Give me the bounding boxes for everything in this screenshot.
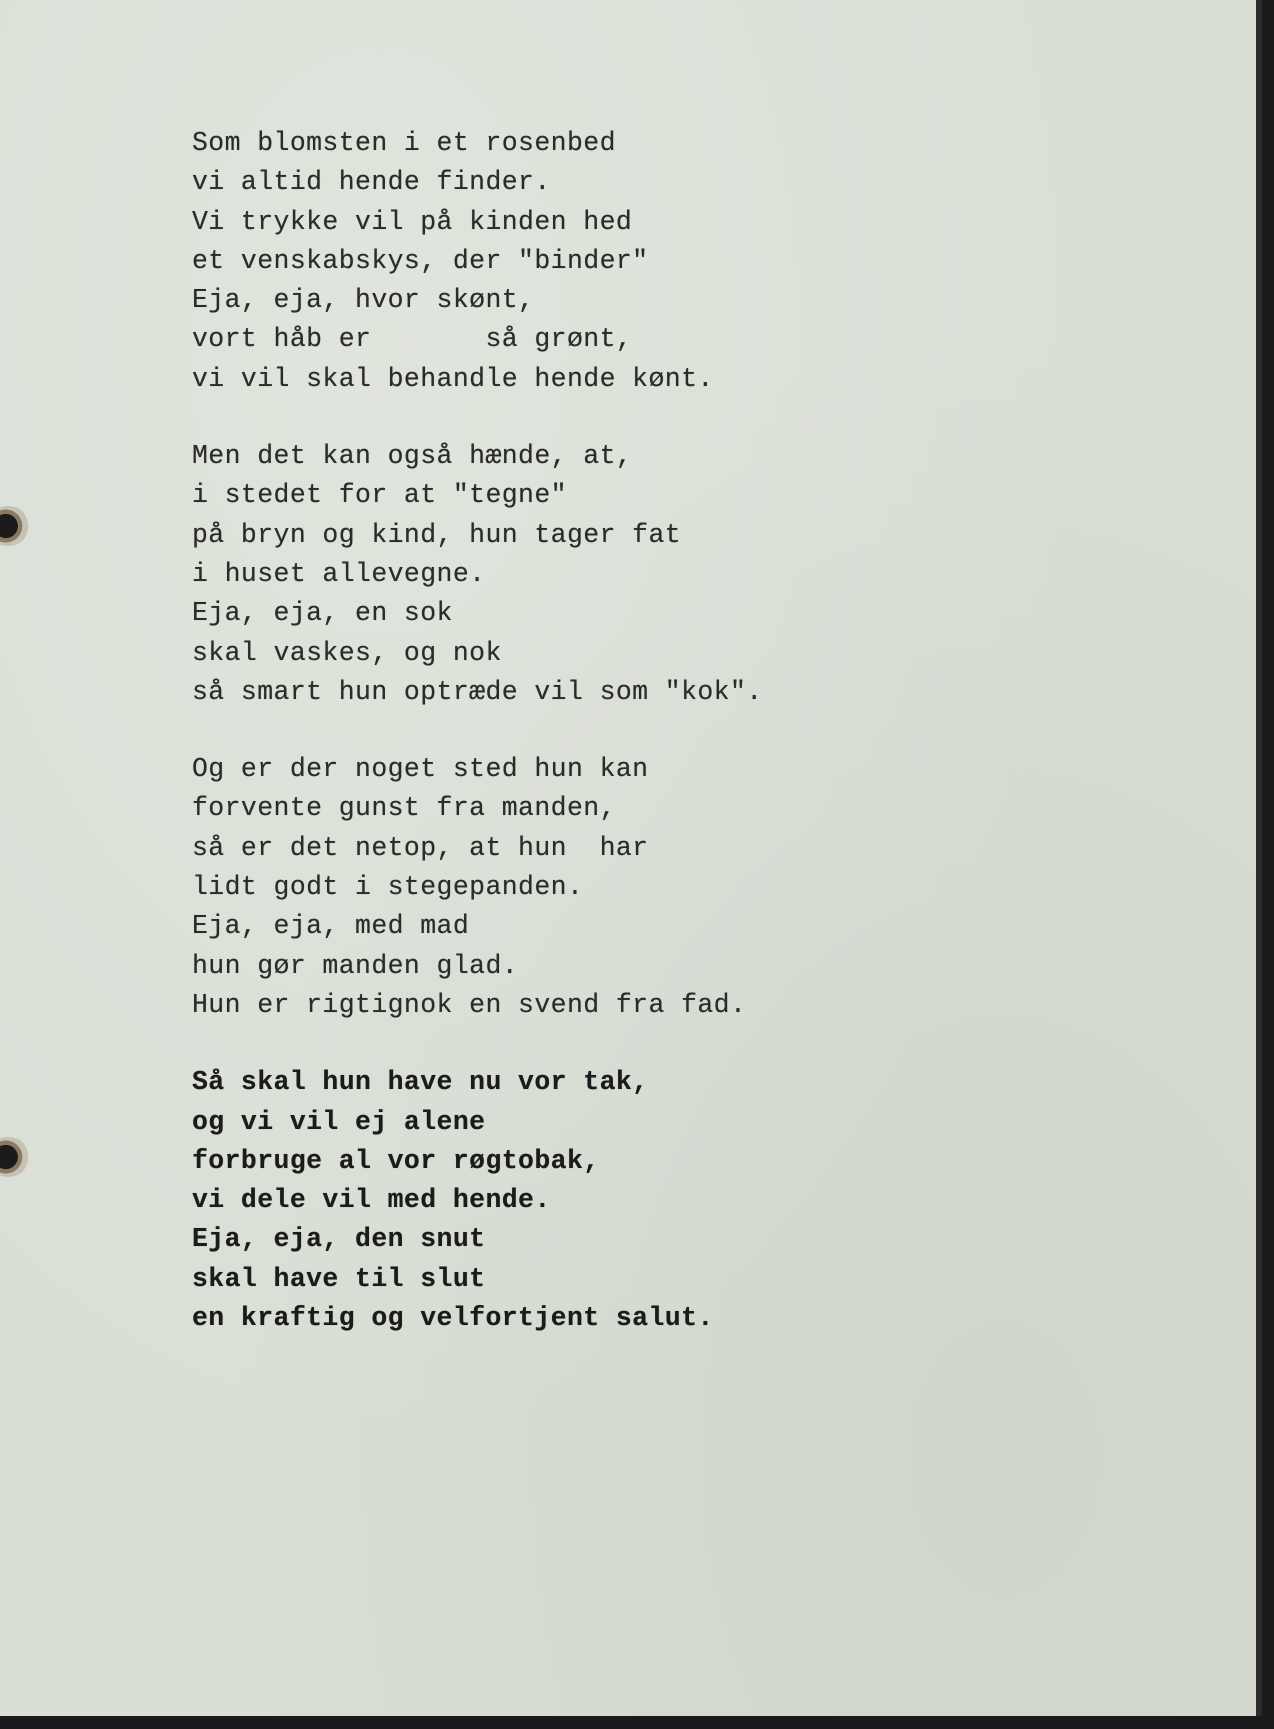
stanza-4 [192,1063,1092,1338]
poem-line: Eja, eja, hvor skønt, [192,285,535,316]
poem-line: Så skal hun have nu vor tak, [192,1067,649,1098]
stanza-1 [192,124,1092,399]
stanza-3 [192,750,1092,1025]
poem-text [192,124,1092,1376]
poem-line: Og er der noget sted hun kan [192,754,649,785]
poem-line: Vi trykke vil på kinden hed [192,206,633,237]
poem-line: Men det kan også hænde, at, [192,441,633,472]
punch-hole-bottom [0,1137,30,1177]
poem-line: Hun er rigtignok en svend fra fad. [192,989,747,1020]
poem-line: forbruge al vor røgtobak, [192,1145,600,1176]
poem-line: Som blomsten i et rosenbed [192,128,616,158]
poem-line: og vi vil ej alene [192,1106,486,1137]
poem-line: vi dele vil med hende. [192,1185,551,1216]
poem-line: på bryn og kind, hun tager fat [192,519,682,550]
poem-line: en kraftig og velfortjent salut. [192,1303,714,1334]
poem-line: Eja, eja, en sok [192,598,453,629]
poem-line: så smart hun optræde vil som "kok". [192,676,763,707]
poem-line: skal have til slut [192,1263,486,1294]
punch-hole-top [0,506,30,546]
poem-line: vi vil skal behandle hende kønt. [192,363,714,394]
poem-line: vort håb er så grønt, [192,324,633,355]
poem-line: forvente gunst fra manden, [192,793,616,824]
poem-line: i stedet for at "tegne" [192,480,567,511]
poem-line: lidt godt i stegepanden. [192,872,584,903]
poem-line: et venskabskys, der "binder" [192,245,649,276]
poem-line: Eja, eja, med mad [192,911,470,942]
poem-line: så er det netop, at hun har [192,832,649,863]
poem-line: skal vaskes, og nok [192,637,502,668]
poem-line: vi altid hende finder. [192,167,551,198]
poem-line: hun gør manden glad. [192,950,519,981]
poem-line: Eja, eja, den snut [192,1224,486,1255]
stanza-2 [192,437,1092,712]
poem-line: i huset allevegne. [192,558,486,589]
